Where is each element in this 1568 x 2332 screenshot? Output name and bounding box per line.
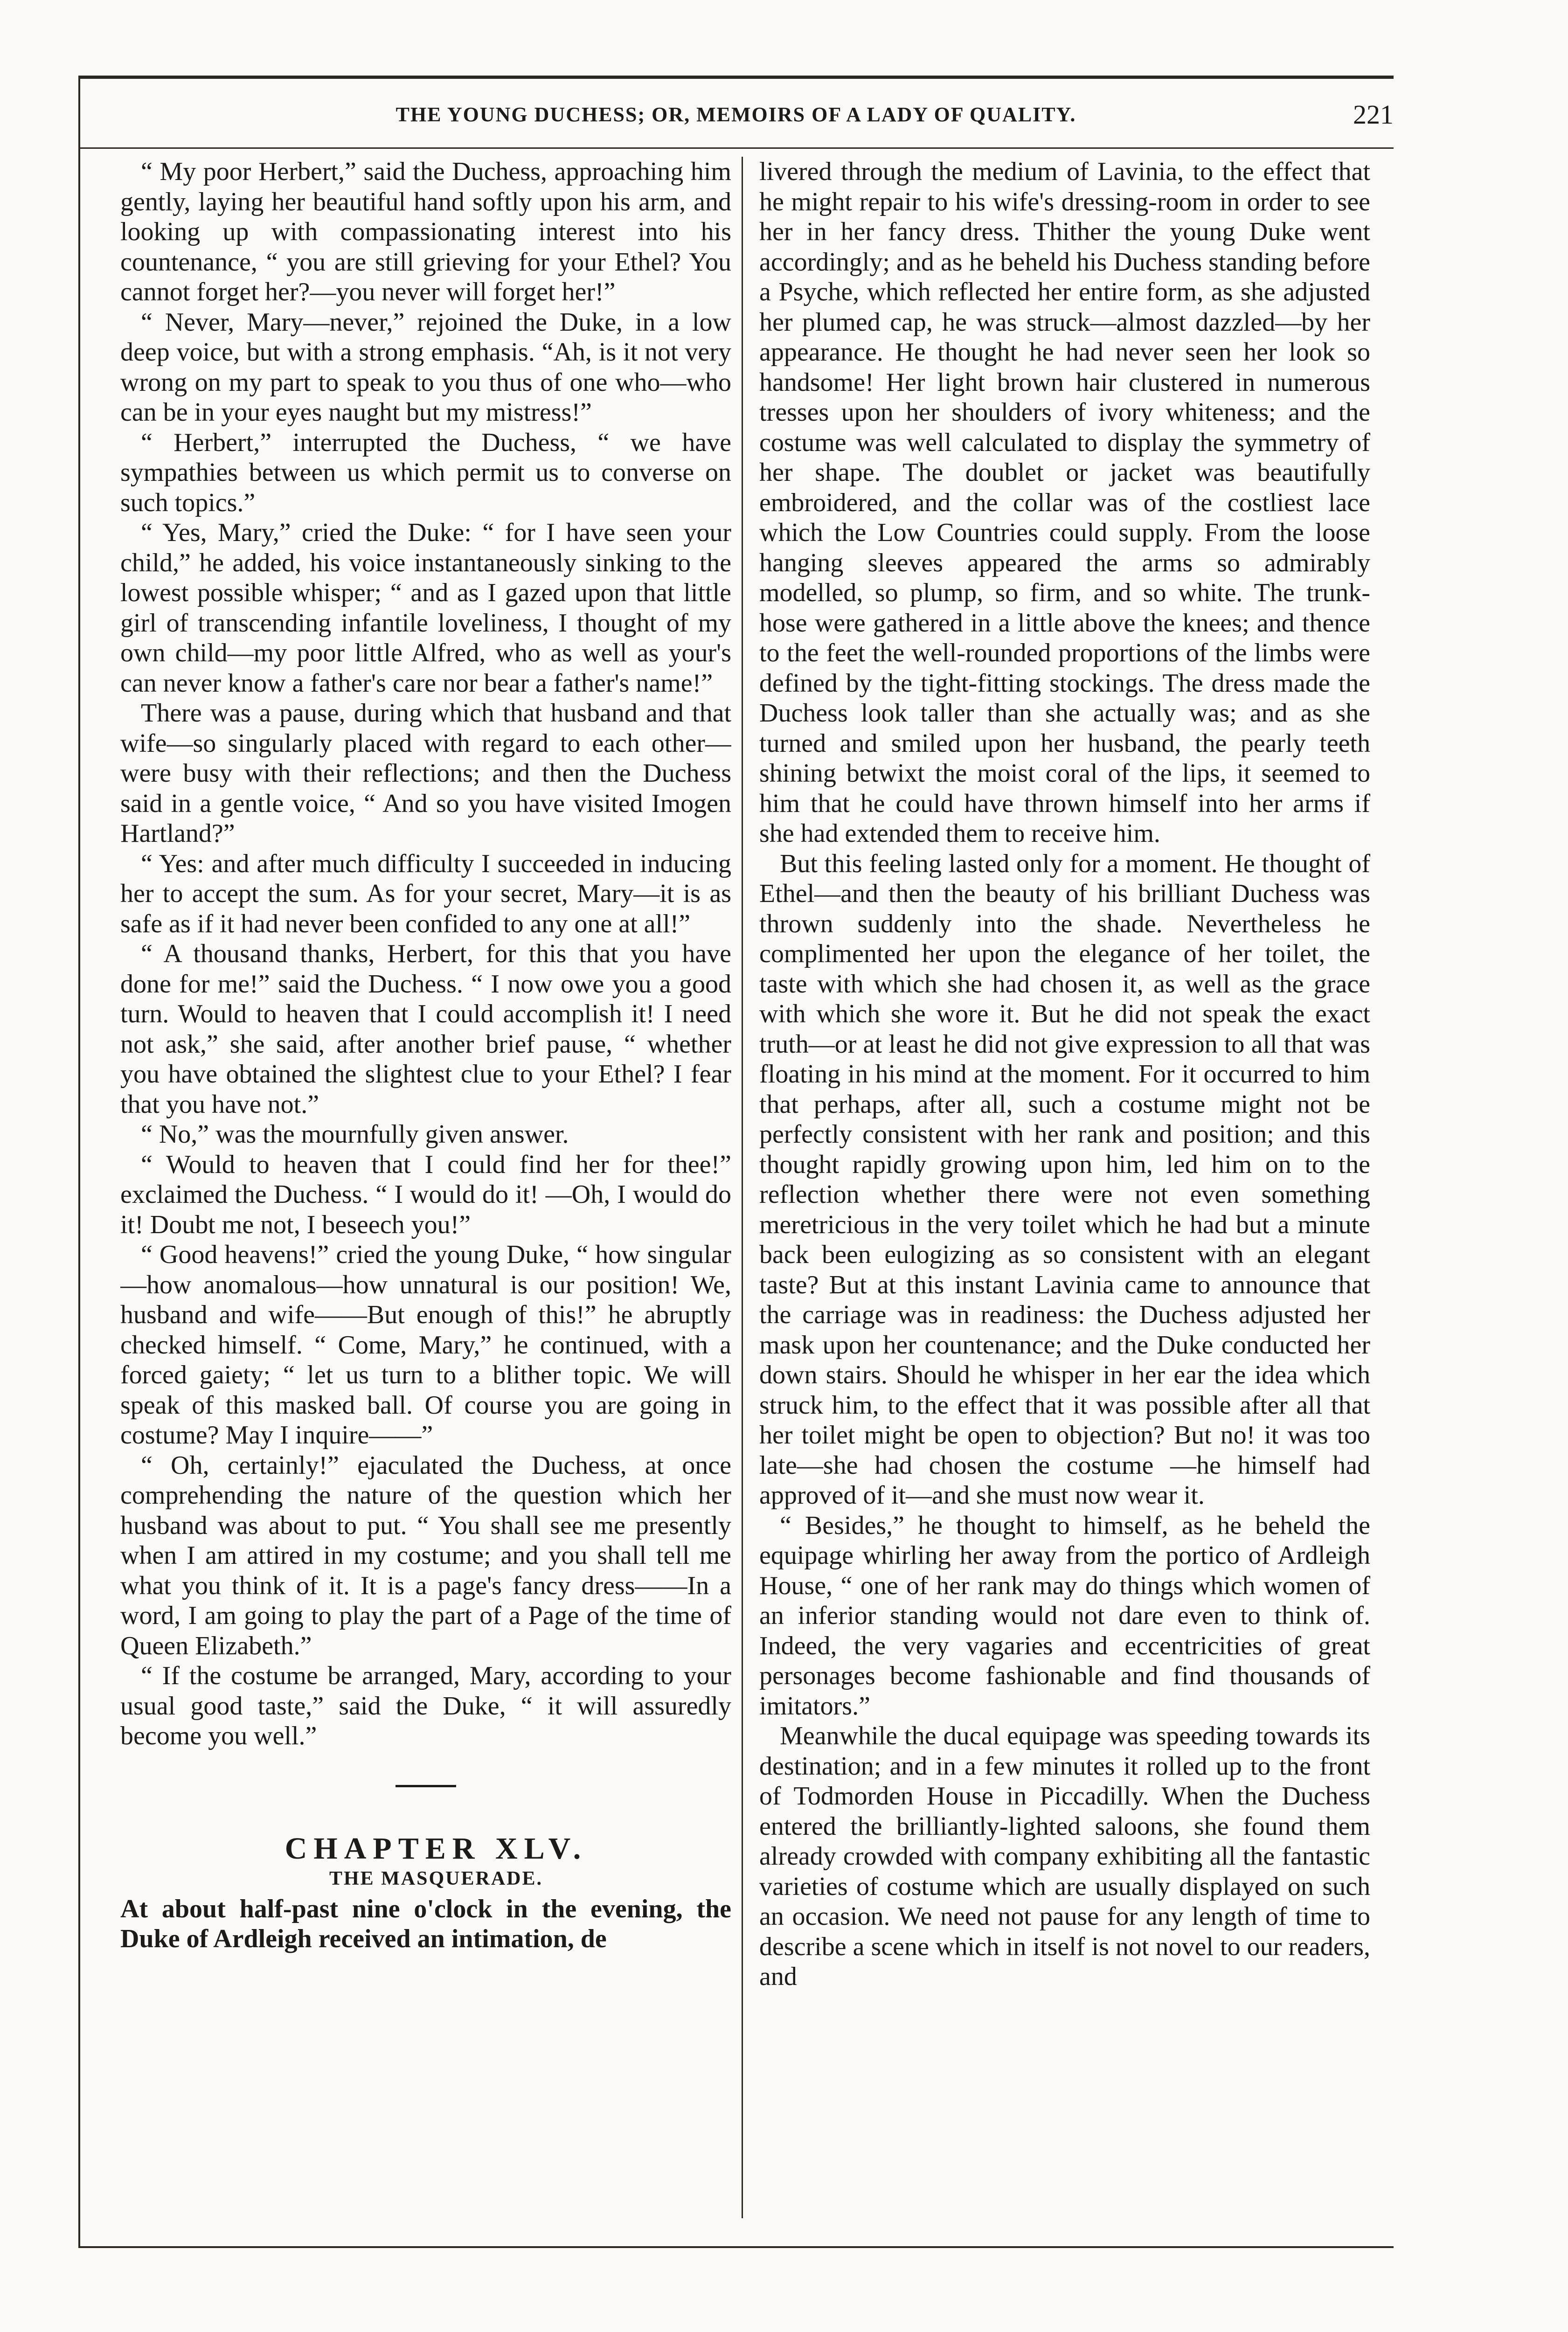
paragraph: “ A thousand thanks, Herbert, for this that you have done for me!” said the Duchess. “ I now owe you a good turn. Would to heaven that I could accomplish it! I need not ask,” she said, after another brief pause, “ whether you have obtained the slightest clue to your Ethel? I fear that you have not.” — [120, 939, 731, 1119]
paragraph: “ Would to heaven that I could find her for thee!” exclaimed the Duchess. “ I would do it! —Oh, I would do it! Doubt me not, I beseech you!” — [120, 1150, 731, 1239]
page-header — [78, 99, 1394, 140]
running-title: THE YOUNG DUCHESS; OR, MEMOIRS OF A LADY OF QUALITY. — [395, 103, 1076, 126]
bottom-border-rule — [78, 2246, 1394, 2248]
page-number: 221 — [1353, 99, 1394, 130]
left-column — [120, 157, 731, 2218]
paragraph: “ No,” was the mournfully given answer. — [141, 1120, 569, 1149]
header-rule — [78, 147, 1394, 149]
paragraph: “ Herbert,” interrupted the Duchess, “ we have sympathies between us which permit us to converse on such topics.” — [120, 428, 731, 517]
column-divider — [742, 157, 743, 2218]
paragraph: “ Oh, certainly!” ejaculated the Duchess, at once comprehending the nature of the question which her husband was about to put. “ You shall see me presently when I am attired in my costume; and you shall tell me what you think of it. It is a page's fancy dress——In a word, I am going to play the part of a Page of the time of Queen Elizabeth.” — [120, 1451, 731, 1660]
chapter-heading: CHAPTER XLV. — [284, 1831, 588, 1866]
paragraph: But this feeling lasted only for a moment. He thought of Ethel—and then the beauty of his brilliant Duchess was thrown suddenly into the shade. Nevertheless he complimented her upon the elegance of her toilet, the taste with which she had chosen it, as well as the grace with which she wore it. But he did not speak the exact truth—or at least he did not give expression to all that was floating in his mind at the moment. For it occurred to him that perhaps, after all, such a costume might not be perfectly consistent with her rank and position; and this thought rapidly growing upon him, led him on to the reflection whether there were not even something meretricious in the very toilet which he had but a minute back been eulogizing as so consistent with an elegant taste? But at this instant Lavinia came to announce that the carriage was in readiness: the Duchess adjusted her mask upon her countenance; and the Duke conducted her down stairs. Should he whisper in her ear the idea which struck him, to the effect that it was possible after all that her toilet might be open to objection? But no! it was too late—she had chosen the costume —he himself had approved of it—and she must now wear it. — [759, 849, 1370, 1510]
paragraph: “ Yes: and after much difficulty I succeeded in inducing her to accept the sum. As for your secret, Mary—it is as safe as if it had never been confided to any one at all!” — [120, 849, 731, 938]
right-column — [759, 157, 1370, 2218]
paragraph: Meanwhile the ducal equipage was speeding towards its destination; and in a few minutes it rolled up to the front of Todmorden House in Piccadilly. When the Duchess entered the brilliantly-lighted saloons, she found them already crowded with company exhibiting all the fantastic varieties of costume which are usually displayed on such an occasion. We need not pause for any length of time to describe a scene which in itself is not novel to our readers, and — [759, 1721, 1370, 1991]
chapter-subtitle: THE MASQUERADE. — [329, 1868, 543, 1889]
chapter-opening-paragraph: At about half-past nine o'clock in the evening, the Duke of Ardleigh received an intimation, de — [120, 1894, 731, 1953]
paragraph: “ My poor Herbert,” said the Duchess, approaching him gently, laying her beautiful hand softly upon his arm, and looking up with compassionating interest into his countenance, “ you are still grieving for your Ethel? You cannot forget her?—you never will forget her!” — [120, 157, 731, 306]
paragraph: “ Good heavens!” cried the young Duke, “ how singular—how anomalous—how unnatural is our position! We, husband and wife——But enough of this!” he abruptly checked himself. “ Come, Mary,” he continued, with a forced gaiety; “ let us turn to a blither topic. We will speak of this masked ball. Of course you are going in costume? May I inquire——” — [120, 1240, 731, 1450]
left-border-rule — [78, 76, 80, 2248]
paragraph: “ Yes, Mary,” cried the Duke: “ for I have seen your child,” he added, his voice instantaneously sinking to the lowest possible whisper; “ and as I gazed upon that little girl of transcending infantile loveliness, I thought of my own child—my poor little Alfred, who as well as your's can never know a father's care nor bear a father's name!” — [120, 518, 731, 698]
paragraph: There was a pause, during which that husband and that wife—so singularly placed with regard to each other—were busy with their reflections; and then the Duchess said in a gentle voice, “ And so you have visited Imogen Hartland?” — [120, 699, 731, 848]
paragraph: “ Never, Mary—never,” rejoined the Duke, in a low deep voice, but with a strong emphasis. “Ah, is it not very wrong on my part to speak to you thus of one who—who can be in your eyes naught but my mistress!” — [120, 307, 731, 427]
chapter-rule — [395, 1785, 456, 1787]
paragraph: “ If the costume be arranged, Mary, according to your usual good taste,” said the Duke, “ it will assuredly become you well.” — [120, 1661, 731, 1750]
paragraph-continued: livered through the medium of Lavinia, to the effect that he might repair to his wife's dressing-room in order to see her in her fancy dress. Thither the young Duke went accordingly; and as he beheld his Duchess standing before a Psyche, which reflected her entire form, as she adjusted her plumed cap, he was struck—almost dazzled—by her appearance. He thought he had never seen her look so handsome! Her light brown hair clustered in numerous tresses upon her shoulders of ivory whiteness; and the costume was well calculated to display the symmetry of her shape. The doublet or jacket was beautifully embroidered, and the collar was of the costliest lace which the Low Countries could supply. From the loose hanging sleeves appeared the arms so admirably modelled, so plump, so firm, and so white. The trunk-hose were gathered in a little above the knees; and thence to the feet the well-rounded proportions of the limbs were defined by the tight-fitting stockings. The dress made the Duchess look taller than she actually was; and as she turned and smiled upon her husband, the pearly teeth shining betwixt the moist coral of the lips, it seemed to him that he could have thrown himself into her arms if she had extended them to receive him. — [759, 157, 1370, 848]
paragraph: “ Besides,” he thought to himself, as he beheld the equipage whirling her away from the portico of Ardleigh House, “ one of her rank may do things which women of an inferior standing would not dare even to think of. Indeed, the very vagaries and eccentricities of great personages become fashionable and find thousands of imitators.” — [759, 1511, 1370, 1721]
top-border-rule — [78, 76, 1394, 79]
